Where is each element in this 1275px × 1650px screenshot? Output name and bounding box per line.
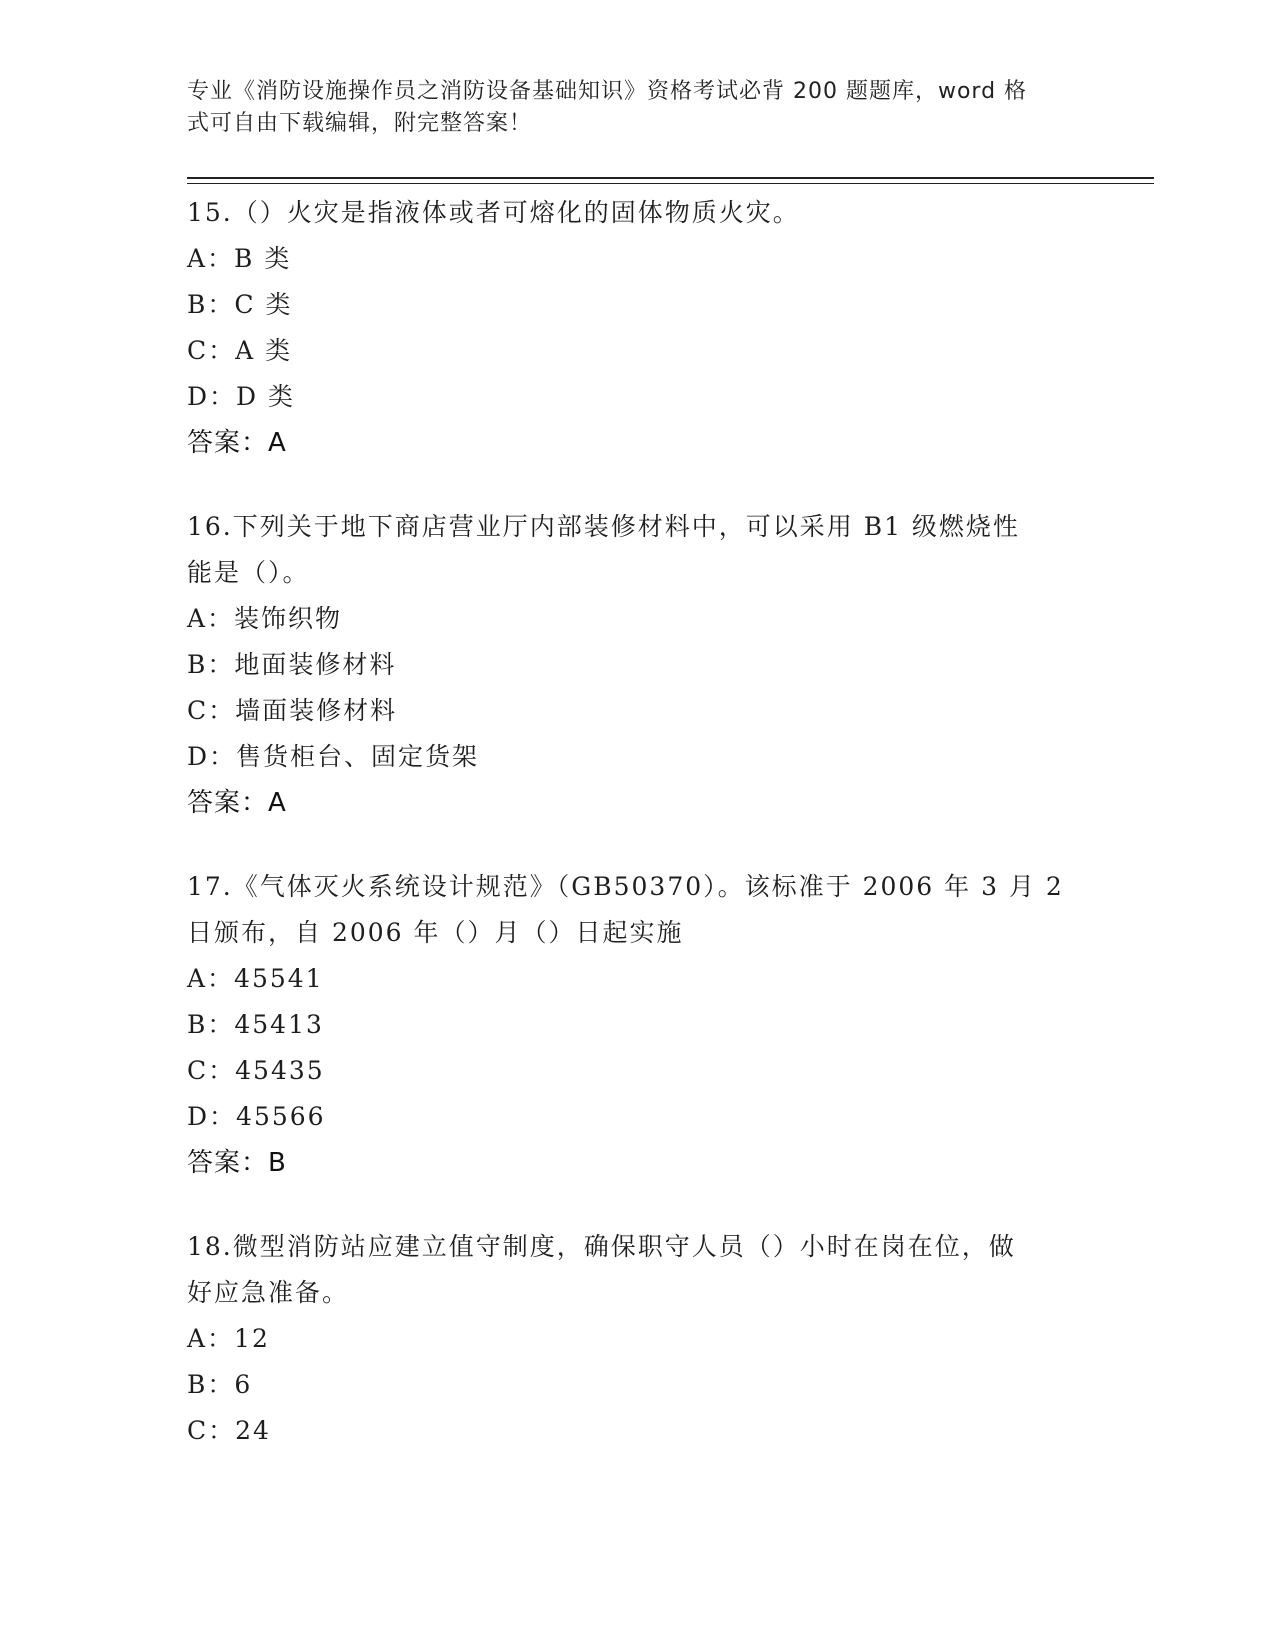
question-block — [187, 190, 1067, 466]
answer-line: 答案：B — [187, 1148, 287, 1178]
question-text-line-1: 16.下列关于地下商店营业厅内部装修材料中，可以采用 B1 级燃烧性 — [187, 512, 1020, 541]
option-b: B：地面装修材料 — [187, 650, 397, 679]
question-text-line-2: 日颁布，自 2006 年（）月（）日起实施 — [187, 918, 684, 947]
answer-line: 答案：A — [187, 788, 287, 818]
header-divider-thin — [187, 183, 1154, 184]
option-c: C：墙面装修材料 — [187, 696, 398, 725]
option-b: B：45413 — [187, 1010, 324, 1039]
answer-line: 答案：A — [187, 428, 287, 458]
option-a: A：B 类 — [187, 244, 292, 273]
option-d: D：45566 — [187, 1102, 326, 1131]
header-line-1: 专业《消防设施操作员之消防设备基础知识》资格考试必背 200 题题库，word 格 — [187, 79, 1028, 104]
question-text-line-2: 能是（）。 — [187, 558, 310, 587]
question-text-line-1: 18.微型消防站应建立值守制度，确保职守人员（）小时在岗在位，做 — [187, 1232, 1016, 1261]
question-block — [187, 504, 1067, 826]
option-d: D：D 类 — [187, 382, 296, 411]
option-c: C：45435 — [187, 1056, 325, 1085]
document-header — [187, 76, 1087, 140]
question-text: 15.（）火灾是指液体或者可熔化的固体物质火灾。 — [187, 198, 800, 227]
option-d: D：售货柜台、固定货架 — [187, 742, 480, 771]
header-divider-thick — [187, 177, 1154, 179]
option-a: A：45541 — [187, 964, 324, 993]
option-a: A：装饰织物 — [187, 604, 343, 633]
option-a: A：12 — [187, 1324, 270, 1353]
option-b: B：6 — [187, 1370, 253, 1399]
question-text-line-2: 好应急准备。 — [187, 1278, 350, 1307]
header-line-2: 式可自由下载编辑，附完整答案！ — [187, 111, 533, 136]
question-block — [187, 1224, 1067, 1454]
option-b: B：C 类 — [187, 290, 293, 319]
question-block — [187, 864, 1067, 1186]
question-list — [187, 190, 1067, 1492]
option-c: C：24 — [187, 1416, 271, 1445]
question-text-line-1: 17.《气体灭火系统设计规范》（GB50370）。该标准于 2006 年 3 月 2 — [187, 872, 1064, 901]
option-c: C：A 类 — [187, 336, 293, 365]
